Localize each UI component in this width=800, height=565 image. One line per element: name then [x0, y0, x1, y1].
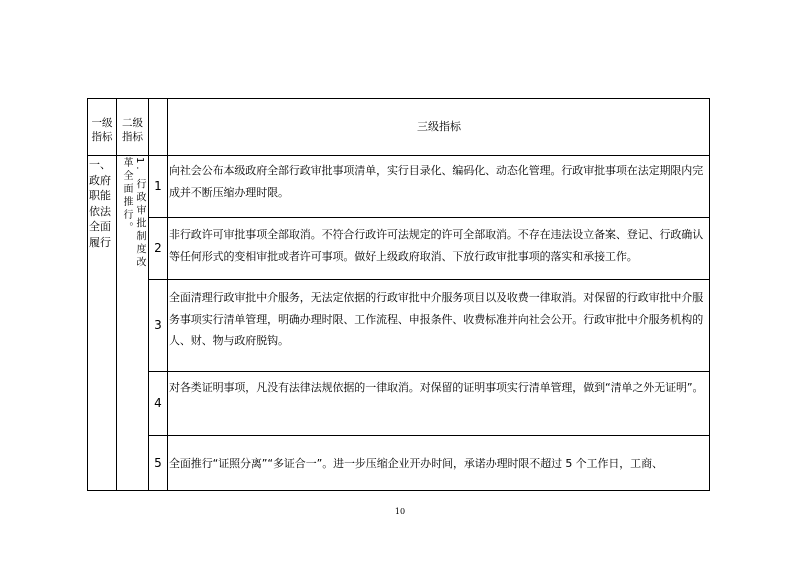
row-divider	[148, 279, 709, 280]
row-number: 3	[154, 318, 162, 332]
column-divider	[167, 99, 168, 490]
level2-value: 1. 行政审批制度改革全面推行。	[121, 157, 145, 270]
row-number: 5	[154, 456, 162, 470]
row-number: 1	[154, 179, 162, 193]
page-number: 10	[394, 507, 406, 516]
column-divider	[116, 99, 117, 490]
row-text: 全面清理行政审批中介服务，无法定依据的行政审批中介服务项目以及收费一律取消。对保留的行政审批中介服务事项实行清单管理，明确办理时限、工作流程、申报条件、收费标准并向社会公开。行政审批中介服务机构的人、财、物与政府脱钩。	[169, 291, 704, 347]
row-number: 2	[154, 241, 162, 255]
row-divider	[148, 371, 709, 372]
row-number: 4	[154, 396, 162, 410]
row-text: 全面推行“证照分离”“多证合一”。进一步压缩企业开办时间，承诺办理时限不超过 5 个工作日，工商、	[169, 457, 663, 470]
row-text: 对各类证明事项，凡没有法律法规依据的一律取消。对保留的证明事项实行清单管理，做到“清单之外无证明”。	[169, 381, 704, 394]
row-divider	[148, 217, 709, 218]
indicator-table	[87, 98, 710, 491]
row-divider	[148, 435, 709, 436]
level1-value: 一、政府职能依法全面履行	[89, 158, 111, 249]
row-divider	[88, 155, 709, 156]
header-level2: 二级指标	[122, 117, 143, 143]
row-text: 非行政许可审批事项全部取消。不符合行政许可法规定的许可全部取消。不存在违法设立备案、登记、行政确认等任何形式的变相审批或者许可事项。做好上级政府取消、下放行政审批事项的落实和承接工作。	[169, 228, 704, 263]
header-level3: 三级指标	[417, 120, 461, 133]
header-level1: 一级指标	[91, 117, 113, 143]
row-text: 向社会公布本级政府全部行政审批事项清单，实行目录化、编码化、动态化管理。行政审批事项在法定期限内完成并不断压缩办理时限。	[169, 164, 704, 199]
